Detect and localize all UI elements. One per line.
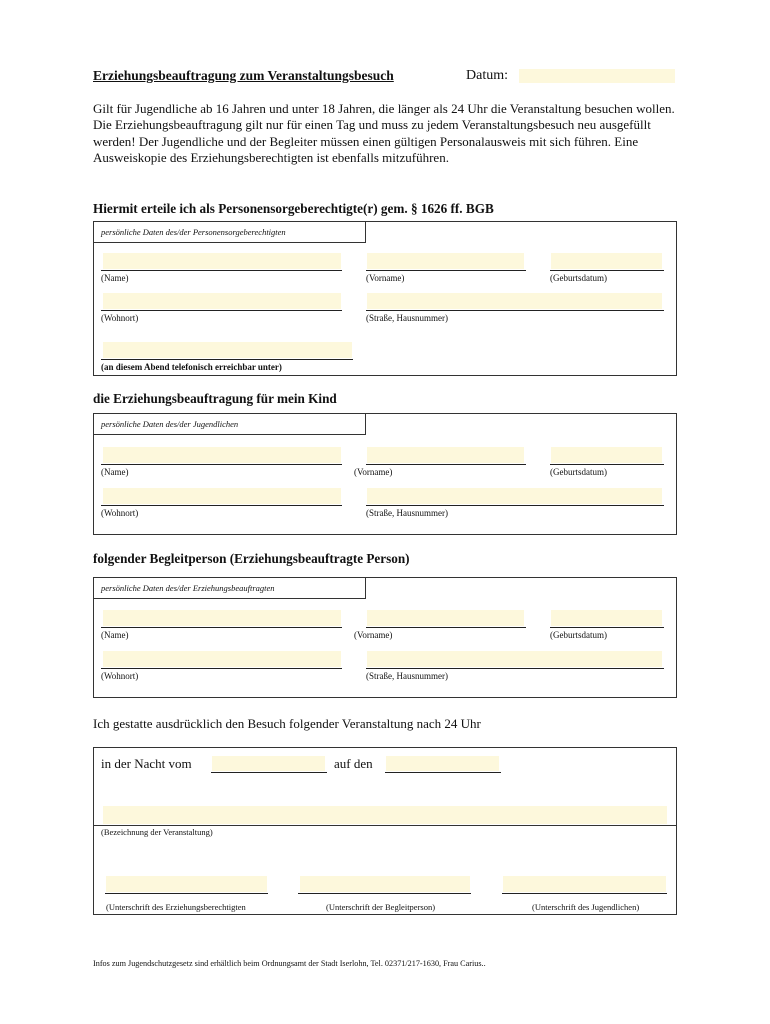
s3-name-line [101, 627, 342, 628]
section3-heading: folgender Begleitperson (Erziehungsbeauftragte Person) [93, 551, 410, 566]
veranstaltung-divider [93, 825, 677, 826]
section4-intro: Ich gestatte ausdrücklich den Besuch folgender Veranstaltung nach 24 Uhr [93, 716, 481, 731]
sig-erziehungsberechtigter-field[interactable] [106, 876, 267, 892]
sig-jugendlicher-label: (Unterschrift des Jugendlichen) [532, 902, 640, 912]
s3-name-label: (Name) [101, 630, 129, 640]
s1-wohnort-line [101, 310, 342, 311]
s1-name-line [101, 270, 342, 271]
s2-strasse-label: (Straße, Hausnummer) [366, 508, 448, 518]
form-title: Erziehungsbeauftragung zum Veranstaltungsbesuch [93, 68, 394, 83]
s2-name-line [101, 464, 342, 465]
s3-geburtsdatum-label: (Geburtsdatum) [550, 630, 607, 640]
sig-jugendlicher-line [502, 893, 667, 894]
section2-heading: die Erziehungsbeauftragung für mein Kind [93, 391, 337, 406]
s1-geburtsdatum-line [550, 270, 664, 271]
footer-info: Infos zum Jugendschutzgesetz sind erhältlich beim Ordnungsamt der Stadt Iserlohn, Tel. 02371/217-1630, Frau Carius.. [93, 959, 486, 968]
s1-vorname-label: (Vorname) [366, 273, 405, 283]
sig-begleitperson-field[interactable] [300, 876, 470, 892]
s2-vorname-line [366, 464, 526, 465]
datum-field[interactable] [519, 69, 675, 83]
auf-den-field[interactable] [386, 756, 499, 771]
s1-telefon-field[interactable] [103, 342, 352, 358]
auf-den-line [385, 772, 501, 773]
section2-tab-label: persönliche Daten des/der Jugendlichen [101, 419, 239, 429]
s3-strasse-field[interactable] [367, 651, 662, 667]
datum-label: Datum: [466, 68, 508, 83]
section3-tab-label: persönliche Daten des/der Erziehungsbeauftragten [101, 583, 275, 593]
section1-heading: Hiermit erteile ich als Personensorgeberechtigte(r) gem. § 1626 ff. BGB [93, 201, 494, 216]
s2-vorname-field[interactable] [367, 447, 524, 463]
auf-den-label: auf den [334, 756, 373, 771]
nacht-vom-field[interactable] [212, 756, 325, 771]
s3-wohnort-label: (Wohnort) [101, 671, 139, 681]
sig-begleitperson-label: (Unterschrift der Begleitperson) [326, 902, 436, 912]
s1-vorname-field[interactable] [367, 253, 524, 269]
s2-wohnort-line [101, 505, 342, 506]
s2-geburtsdatum-label: (Geburtsdatum) [550, 467, 607, 477]
nacht-vom-line [211, 772, 327, 773]
s1-geburtsdatum-label: (Geburtsdatum) [550, 273, 607, 283]
sig-erziehungsberechtigter-line [105, 893, 268, 894]
s3-wohnort-field[interactable] [103, 651, 341, 667]
s1-wohnort-label: (Wohnort) [101, 313, 139, 323]
s2-strasse-line [366, 505, 664, 506]
s3-geburtsdatum-line [550, 627, 664, 628]
s1-strasse-line [366, 310, 664, 311]
s3-name-field[interactable] [103, 610, 341, 626]
section1-tab-label: persönliche Daten des/der Personensorgeberechtigten [101, 227, 286, 237]
s1-geburtsdatum-field[interactable] [551, 253, 662, 269]
s3-wohnort-line [101, 668, 342, 669]
s2-wohnort-label: (Wohnort) [101, 508, 139, 518]
nacht-vom-label: in der Nacht vom [101, 756, 192, 771]
s2-geburtsdatum-line [550, 464, 664, 465]
s2-name-label: (Name) [101, 467, 129, 477]
s3-vorname-label: (Vorname) [354, 630, 393, 640]
s3-geburtsdatum-field[interactable] [551, 610, 662, 626]
s1-telefon-line [101, 359, 353, 360]
s1-wohnort-field[interactable] [103, 293, 341, 309]
s2-strasse-field[interactable] [367, 488, 662, 504]
s3-strasse-label: (Straße, Hausnummer) [366, 671, 448, 681]
sig-jugendlicher-field[interactable] [503, 876, 666, 892]
veranstaltung-field[interactable] [103, 806, 667, 824]
sig-erziehungsberechtigter-label: (Unterschrift des Erziehungsberechtigten [106, 902, 246, 912]
s1-telefon-label: (an diesem Abend telefonisch erreichbar unter) [101, 362, 282, 372]
sig-begleitperson-line [298, 893, 471, 894]
s1-vorname-line [366, 270, 526, 271]
s1-name-field[interactable] [103, 253, 341, 269]
s2-wohnort-field[interactable] [103, 488, 341, 504]
intro-text: Gilt für Jugendliche ab 16 Jahren und unter 18 Jahren, die länger als 24 Uhr die Veranstaltung besuchen wollen. Die Erziehungsbeauftragung gilt nur für einen Tag und muss zu jedem Veranstaltungsbesuch neu ausgefüllt werden! Der Jugendliche und der Begleiter müssen einen gültigen Personalausweis mit sich führen. Eine Ausweiskopie des Erziehungsberechtigten ist ebenfalls mitzuführen. [93, 101, 675, 165]
s1-strasse-field[interactable] [367, 293, 662, 309]
s2-geburtsdatum-field[interactable] [551, 447, 662, 463]
s2-vorname-label: (Vorname) [354, 467, 393, 477]
s2-name-field[interactable] [103, 447, 341, 463]
s3-strasse-line [366, 668, 664, 669]
s3-vorname-line [366, 627, 526, 628]
s1-name-label: (Name) [101, 273, 129, 283]
veranstaltung-label: (Bezeichnung der Veranstaltung) [101, 827, 213, 837]
s1-strasse-label: (Straße, Hausnummer) [366, 313, 448, 323]
s3-vorname-field[interactable] [367, 610, 524, 626]
